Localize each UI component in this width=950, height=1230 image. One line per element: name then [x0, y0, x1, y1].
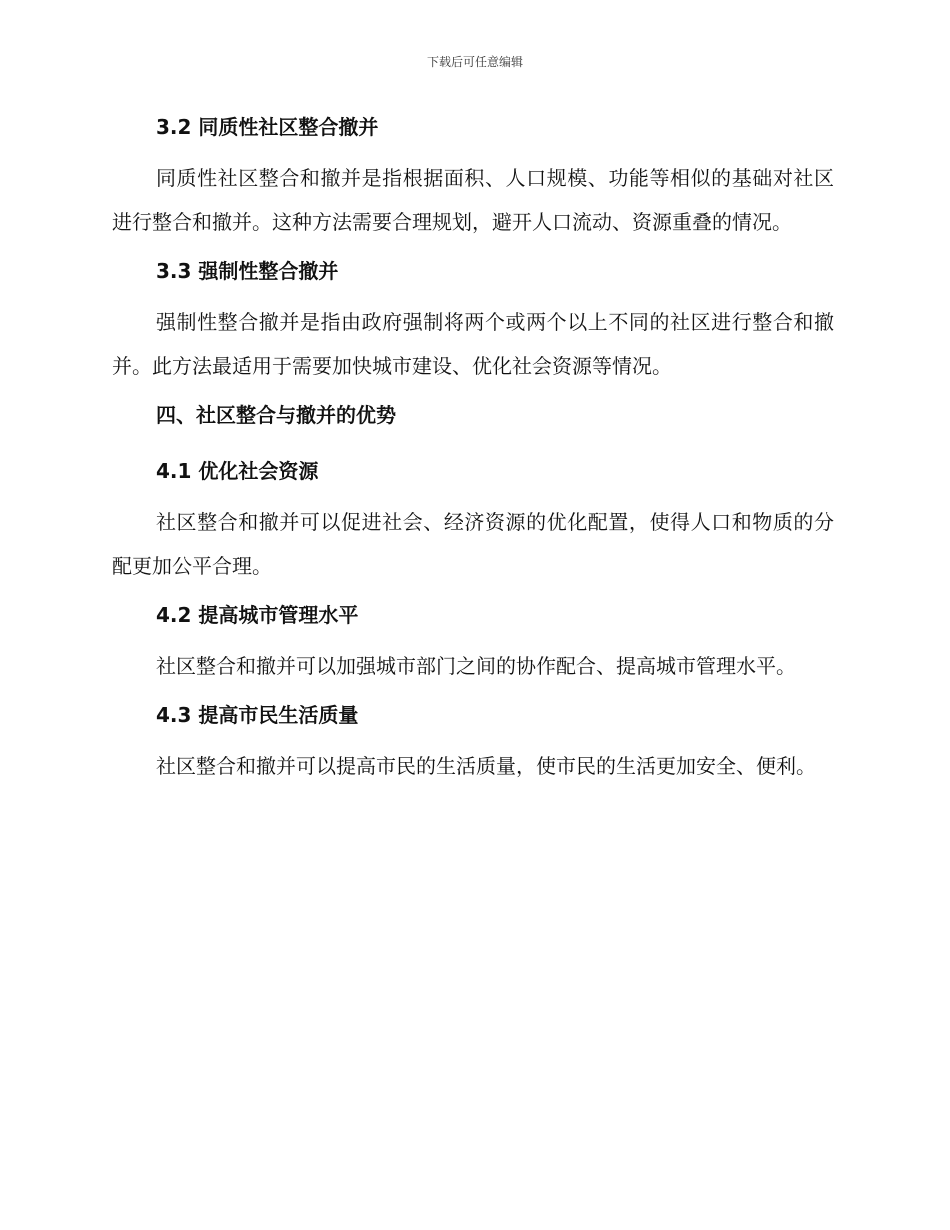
section-4-1-heading: 4.1 优化社会资源 — [156, 459, 319, 483]
document-content — [112, 112, 834, 788]
section-4-3-heading: 4.3 提高市民生活质量 — [156, 703, 359, 727]
page-header: 下载后可任意编辑 — [426, 55, 523, 69]
section-4-3-paragraph: 社区整合和撤并可以提高市民的生活质量，使市民的生活更加安全、便利。 — [156, 754, 816, 778]
section-4-1-paragraph: 社区整合和撤并可以促进社会、经济资源的优化配置，使得人口和物质的分配更加公平合理。 — [112, 510, 834, 578]
section-4-2-heading: 4.2 提高城市管理水平 — [156, 603, 359, 627]
section-3-2-paragraph: 同质性社区整合和撤并是指根据面积、人口规模、功能等相似的基础对社区进行整合和撤并。这种方法需要合理规划，避开人口流动、资源重叠的情况。 — [112, 166, 834, 234]
section-3-2-heading: 3.2 同质性社区整合撤并 — [156, 115, 379, 139]
section-3-3-heading: 3.3 强制性整合撤并 — [156, 259, 339, 283]
section-4-2-paragraph: 社区整合和撤并可以加强城市部门之间的协作配合、提高城市管理水平。 — [156, 654, 796, 678]
section-3-3-paragraph: 强制性整合撤并是指由政府强制将两个或两个以上不同的社区进行整合和撤并。此方法最适用于需要加快城市建设、优化社会资源等情况。 — [112, 310, 834, 378]
section-4-heading: 四、社区整合与撤并的优势 — [156, 403, 396, 427]
